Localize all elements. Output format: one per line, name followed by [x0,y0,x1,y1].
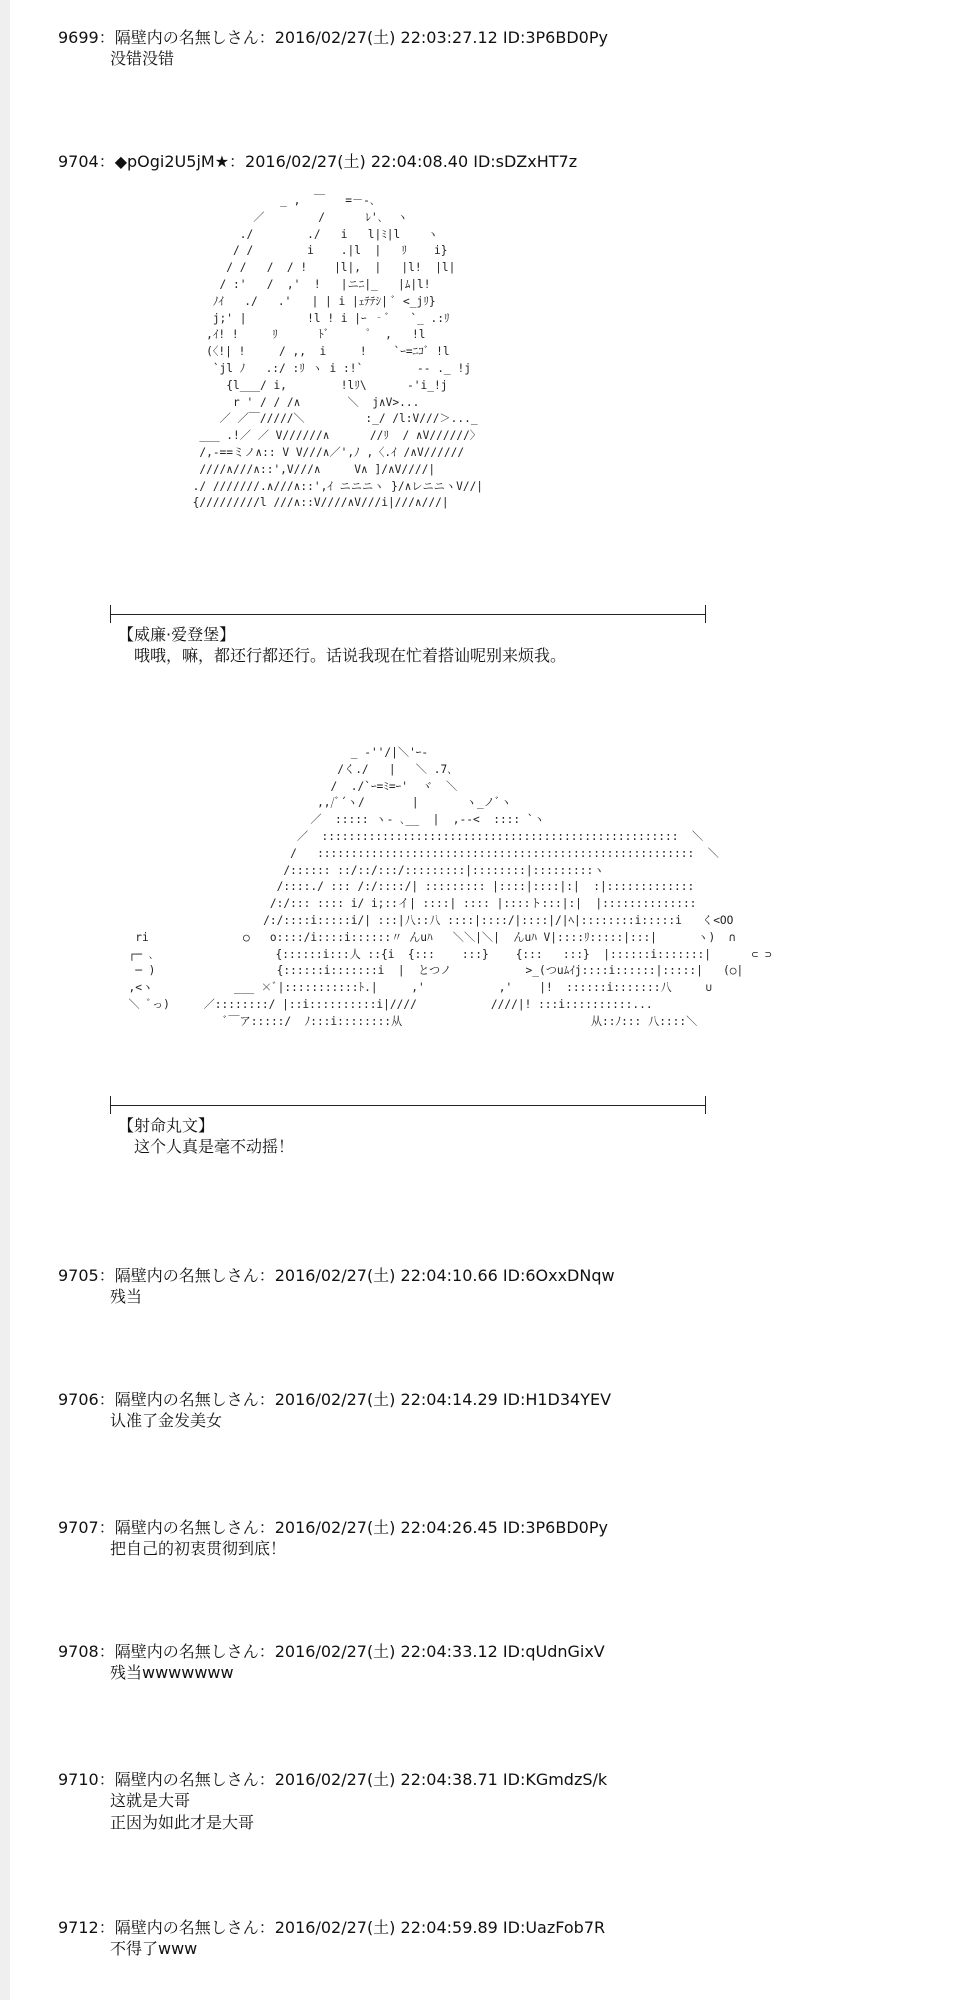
post-9706 [58,1390,958,1432]
speaker-line: 哦哦，嘛，都还行都还行。话说我现在忙着搭讪呢别来烦我。 [134,646,567,665]
speaker-name: 【威廉·爱登堡】 [118,625,236,644]
ascii-art-bird: _ -''/|＼'ｰ- /く./ | ＼ .7､ / ./`ｰ=ﾐ=ｰ' ヾ ＼ ,,/ﾞ´ヽ/ | ヽ_ノﾞヽ ／ ::::: ヽ- ､__ | ,--< :::: `ヽ ／ ::::::::::::::::::::::::::::::::::::::::::::::::::::: ＼ / :::::::::::::::::::::::::::::::::::::::::::::::::::::::: ＼ /:::::: ::/::/:::/:::::::::|::::::::|:::::::::ヽ /::::./ ::: /:/::::/| ::::::::: |::::|::::|:| :|::::::::::::: /:/::: :::: i/ i;::イ| ::::| :::: |::::ト:::|:| |:::::::::::::: /:/::::i:::::i/| :::|八::八 ::::|::::/|::::|/|ﾍ|::::::::i:::::i く<OO ri ○ o::::/i::::i::::::〃 んuﾊ ＼＼|＼| んuﾊ V|::::ﾘ:::::|:::| ヽ) ∩ ┌─ ､ {::::::i:::人 ::{i {::: :::} {::: :::} |::::::i:::::::| ⊂ ⊃ ─ ) {::::::i:::::::i | とつノ >_(つuﾑｲj::::i::::::|:::::| (○| ,<ヽ ___ ×ﾞ|:::::::::::ﾄ.| ,' ,' |! ::::::i:::::::八 ∪ ＼ ﾞっ) ／::::::::/ |::i::::::::::i|//// ////|! :::i::::::::::... ﾞ￣ア:::::/ ﾉ:::i::::::::从 从::ﾉ::: 八::::＼ [128,746,772,1028]
post-9712 [58,1918,958,1960]
post-line: 正因为如此才是大哥 [110,1813,255,1832]
speaker-line: 这个人真是毫不动摇！ [134,1137,295,1156]
page-left-margin [0,0,10,2000]
ascii-art-girl: _ , ￣ =－-､ ／ / ﾚ'､ ヽ ./ ./ i l|ﾐ|l ヽ / / i .|l | ﾘ i} / / / / ! |l|, | |l! |l| / :' / ,' ! |ニﾆ|_ |ﾑ|l! ﾉｲ ./ .' | | i |ｪﾃﾃｼ| ﾞ <_jﾘ} j;' | !l ! i |ｰ ‐ﾞ `_ .:ﾘ ,ｲ! ! ﾘ ﾄﾞ ﾟ , !l (〈!| ! / ,, i ! `ｰ=ﾆｺﾞ !l `jl ﾉ .:/ :ﾘ ヽ i :!` -- ._ !j {l___/ i, !lﾘ\ -'i_!j r ' / / /∧ ＼ j∧V>... ／ ／￣/////＼ :_/ /l:V///＞..._ ___ .!／ ／ V//////∧ //ﾘ / ∧V//////〉 /,-==ミノ∧:: V V///∧／',ﾉ ,〈.ｲ /∧V////// ////∧///∧::',V///∧ V∧ ]/∧V////| ./ ///////.∧///∧::',ｲ ニニニヽ }/∧レニニヽV//| {/////////l ///∧::V////∧V///i|///∧///| [192,194,484,510]
post-line: 没错没错 [110,49,175,68]
divider-rule [110,1105,706,1106]
dialogue-aya [118,1115,294,1157]
post-line: 认准了金发美女 [110,1411,223,1430]
dialogue-william [118,624,566,666]
divider-tick-left [110,1096,111,1114]
divider-rule [110,614,706,615]
post-9705 [58,1266,958,1308]
post-header: 9704：◆pOgi2U5jM★：2016/02/27(土) 22:04:08.40 ID:sDZxHT7z [58,152,578,171]
post-line: 残当 [110,1287,143,1306]
post-9708 [58,1642,958,1684]
post-header: 9705：隔壁内の名無しさん：2016/02/27(土) 22:04:10.66 ID:6OxxDNqw [58,1266,615,1285]
post-header: 9699：隔壁内の名無しさん：2016/02/27(土) 22:03:27.12 ID:3P6BD0Py [58,28,608,47]
post-9710 [58,1770,958,1834]
post-9707 [58,1518,958,1560]
divider-tick-right [705,1096,706,1114]
divider-tick-right [705,605,706,623]
post-header: 9707：隔壁内の名無しさん：2016/02/27(土) 22:04:26.45 ID:3P6BD0Py [58,1518,608,1537]
post-line: 不得了www [110,1939,198,1958]
post-line: 这就是大哥 [110,1791,191,1810]
post-header: 9706：隔壁内の名無しさん：2016/02/27(土) 22:04:14.29 ID:H1D34YEV [58,1390,612,1409]
post-9699 [58,28,958,70]
post-header: 9712：隔壁内の名無しさん：2016/02/27(土) 22:04:59.89 ID:UazFob7R [58,1918,606,1937]
divider-tick-left [110,605,111,623]
speaker-name: 【射命丸文】 [118,1116,215,1135]
post-header: 9710：隔壁内の名無しさん：2016/02/27(土) 22:04:38.71 ID:KGmdzS/k [58,1770,608,1789]
post-9704 [58,152,958,172]
post-header: 9708：隔壁内の名無しさん：2016/02/27(土) 22:04:33.12 ID:qUdnGixV [58,1642,605,1661]
post-line: 残当wwwwwww [110,1663,234,1682]
post-line: 把自己的初衷贯彻到底！ [110,1539,287,1558]
